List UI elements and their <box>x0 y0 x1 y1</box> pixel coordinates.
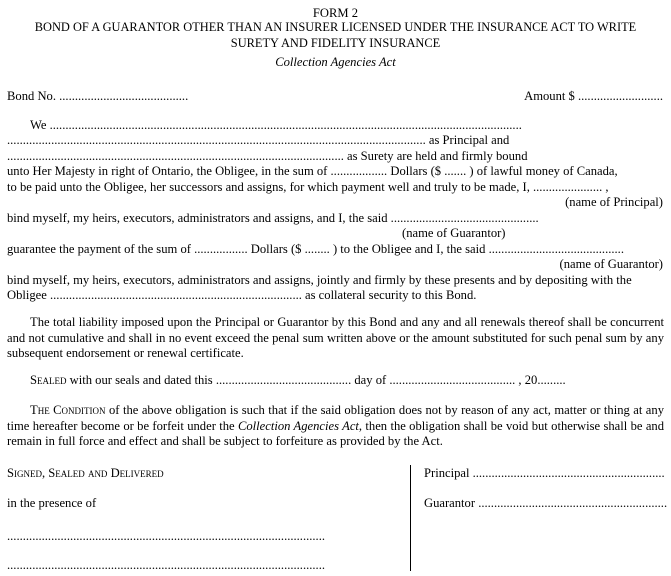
principal-name-caption: (name of Principal) <box>565 195 663 209</box>
condition-paragraph <box>7 403 664 450</box>
form-number: FORM 2 <box>312 6 359 20</box>
sealed-line <box>30 373 566 389</box>
witness-signature-line-1[interactable]: ..................................................................................................... <box>7 529 325 543</box>
guarantor-signature-field[interactable]: Guarantor ............................................................ <box>424 496 668 510</box>
principal-signature-field[interactable]: Principal ............................................................. <box>424 466 665 480</box>
body-line-12: Obligee ................................................................................ as collateral security to this Bond. <box>7 288 477 302</box>
guarantor-name-caption-1: (name of Guarantor) <box>402 226 506 240</box>
form-title <box>0 20 671 51</box>
body-line-1: We ...................................................................................................................................................... <box>30 118 522 132</box>
liability-paragraph: The total liability imposed upon the Principal or Guarantor by this Bond and any and all renewals thereof shall be concurrent and not cumulative and shall in no event exceed the penal sum written above or the amount substituted for such penal sum by any subsequent endorsement or renewal certificate. <box>7 315 664 360</box>
body-line-5: to be paid unto the Obligee, her successors and assigns, for which payment well and truly to be made, I, ...................... , <box>7 180 609 194</box>
body-line-11: bind myself, my heirs, executors, administrators and assigns, jointly and firmly by these presents and by depositing with the <box>7 273 632 287</box>
act-name: Collection Agencies Act <box>275 55 396 69</box>
body-line-9: guarantee the payment of the sum of ................. Dollars ($ ........ ) to the Obligee and I, the said ........................................... <box>7 242 624 256</box>
form-title-line-1: BOND OF A GUARANTOR OTHER THAN AN INSURER LICENSED UNDER THE INSURANCE ACT TO WRITE <box>34 20 637 34</box>
condition-label: The Condition <box>30 403 106 417</box>
body-line-7: bind myself, my heirs, executors, administrators and assigns, and I, the said ............................................... <box>7 211 539 225</box>
condition-text-2: , then the obligation shall be void but otherwise shall be and remain in full force and effect and shall be subject to forfeiture as provided by the Act. <box>7 418 665 448</box>
sealed-text: with our seals and dated this ........................................... day of ........................................ , 20......... <box>66 373 566 387</box>
body-line-4: unto Her Majesty in right of Ontario, the Obligee, in the sum of .................. Dollars ($ ....... ) of lawful money of Canada, <box>7 164 618 178</box>
body-line-2: ..................................................................................................................................... as Principal and <box>7 133 510 147</box>
amount-field[interactable]: Amount $ ........................... <box>524 89 663 103</box>
condition-text-1: of the above obligation is such that if the said obligation does not by reason of any act, matter or thing at any time hereafter become or be forfeit under the <box>7 403 664 433</box>
witness-signature-line-2[interactable]: ..................................................................................................... <box>7 558 325 572</box>
signed-sealed-delivered: Signed, Sealed and Delivered <box>7 466 164 480</box>
bond-number-field[interactable]: Bond No. ......................................... <box>7 89 189 103</box>
guarantor-name-caption-2: (name of Guarantor) <box>559 257 663 271</box>
form-title-line-2: SURETY AND FIDELITY INSURANCE <box>230 35 441 50</box>
body-line-3: ........................................................................................................... as Surety are held and firmly bound <box>7 149 528 163</box>
presence-label: in the presence of <box>7 496 97 510</box>
signature-divider <box>410 465 411 571</box>
sealed-label: Sealed <box>30 373 67 387</box>
condition-act-name: Collection Agencies Act <box>237 418 359 433</box>
